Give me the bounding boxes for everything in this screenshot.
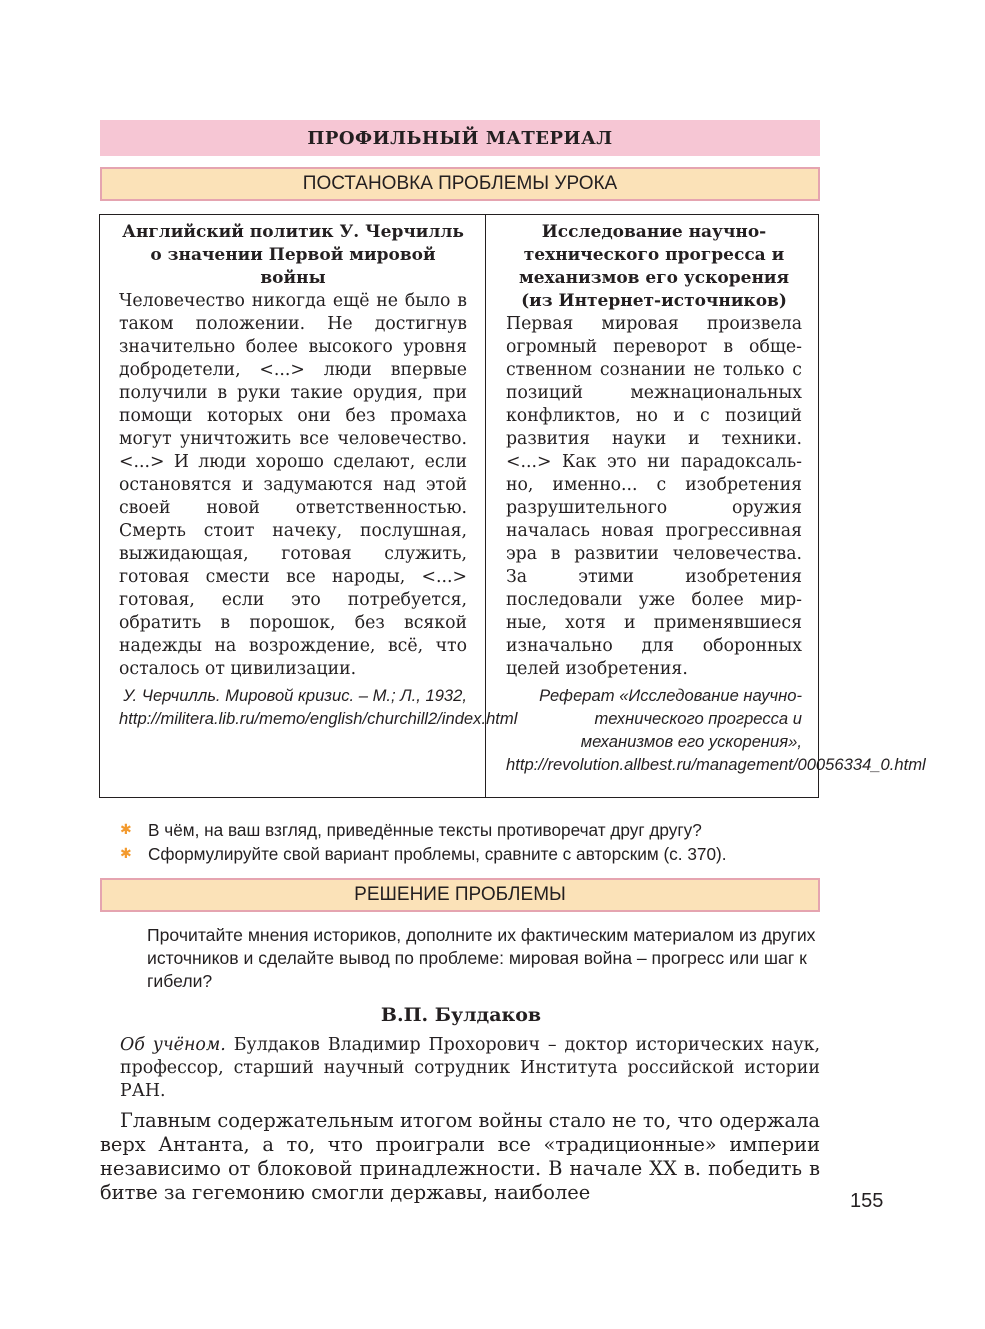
problem-statement-header	[100, 167, 820, 201]
question-list	[120, 818, 820, 866]
bullet-icon: ✱	[120, 845, 132, 861]
churchill-column	[100, 215, 518, 797]
progress-research-citation: Реферат «Исследование научно-технического прогресса и механизмов его ускорения», http://revolution.allbest.ru/management/00056334_0.html	[506, 686, 926, 774]
churchill-quote: Человечество никогда ещё не было в таком положении. Не достигнув значительно более высокого уровня добродетели, <...> люди впервые получили в руки такие орудия, при помощи которых они без промаха могут уничтожить все человечество. <...> И люди хорошо сделают, если остановятся и задумаются над этой своей новой ответственностью. Смерть стоит начеку, послушная, выжидающая, готовая служить, готовая смести все народы, <...> готовая, если это потребуется, обратить в порошок, без всякой надежды на возрождение, всё, что осталось от цивилизации.	[119, 291, 467, 679]
progress-research-column	[486, 215, 926, 797]
question-item	[120, 818, 820, 842]
bullet-icon: ✱	[120, 821, 132, 837]
progress-research-heading: Исследование научно-технического прогресса и механизмов его ускорения (из Интернет-источников)	[518, 222, 790, 311]
solution-header	[100, 878, 820, 912]
progress-research-text: Первая мировая произвела огромный переворот в общественном сознании не только с позиций межнациональных конфликтов, но и с позиций развития науки и техники. <...> Как это ни парадоксально, именно... с изобретения разрушительного оружия началась новая прогрессивная эра в развитии человечества. За этими изобретения последовали уже более мирные, хотя и применявшиеся изначально для оборонных целей изобретения.	[506, 314, 802, 679]
sources-table	[99, 214, 926, 798]
historian-about	[120, 1034, 820, 1103]
page-number: 155	[850, 1190, 884, 1212]
problem-statement-title: ПОСТАНОВКА ПРОБЛЕМЫ УРОКА	[302, 173, 618, 194]
question-text: В чём, на ваш взгляд, приведённые тексты противоречат друг другу?	[148, 820, 702, 840]
churchill-citation: У. Черчилль. Мировой кризис. – М.; Л., 1932, http://militera.lib.ru/memo/english/churchill2/index.html	[119, 686, 518, 728]
question-text: Сформулируйте свой вариант проблемы, сравните с авторским (с. 370).	[148, 844, 727, 864]
historian-opinion-text: Главным содержательным итогом войны стало не то, что одержала верх Антанта, а то, что проиграли все «традиционные» империи независимо от блоковой принадлежности. В начале XX в. победить в битве за гегемонию смогли державы, наиболее	[100, 1109, 820, 1204]
churchill-heading: Английский политик У. Черчилль о значении Первой мировой войны	[122, 222, 464, 288]
question-item	[120, 842, 820, 866]
historian-name: В.П. Булдаков	[380, 1004, 542, 1026]
profile-material-header	[100, 120, 820, 156]
about-label: Об учёном.	[120, 1035, 226, 1055]
profile-material-title: ПРОФИЛЬНЫЙ МАТЕРИАЛ	[307, 127, 613, 149]
solution-title: РЕШЕНИЕ ПРОБЛЕМЫ	[354, 884, 566, 905]
about-text: Булдаков Владимир Прохорович – доктор исторических наук, профессор, старший научный сотрудник Института российской истории РАН.	[120, 1035, 820, 1101]
solution-task: Прочитайте мнения историков, дополните их фактическим материалом из других источников и сделайте вывод по проблеме: мировая война – прогресс или шаг к гибели?	[147, 925, 816, 991]
